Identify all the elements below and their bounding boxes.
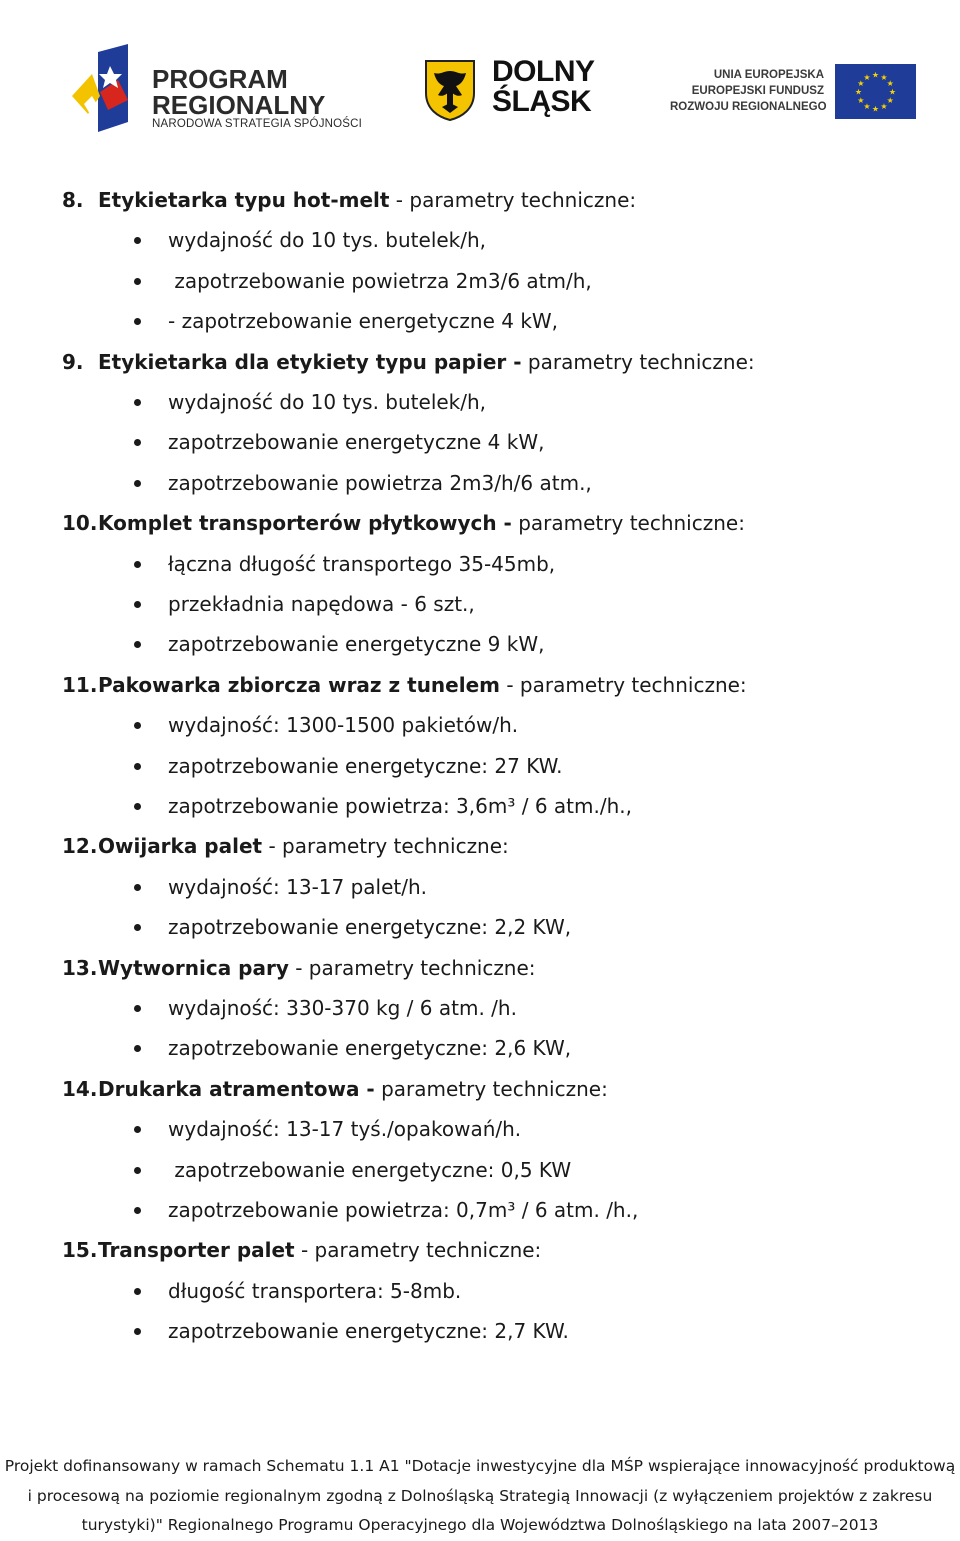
bullet-icon (134, 1167, 141, 1174)
eu-flag-icon (835, 64, 916, 119)
section-number: 13. (62, 955, 98, 980)
eu-logo-text: UNIA EUROPEJSKA EUROPEJSKI FUNDUSZ ROZWOJU REGIONALNEGO (670, 69, 827, 113)
eu-star-icon: ★ (886, 79, 894, 88)
section-heading (98, 1230, 541, 1270)
bullet-icon (134, 722, 141, 729)
section-title: Wytwornica pary (98, 955, 289, 980)
eu-star-icon: ★ (871, 70, 880, 80)
program-regionalny-emblem-icon (70, 44, 150, 139)
section-title: Transporter palet (98, 1238, 295, 1263)
section-number: 9. (62, 349, 84, 374)
list-item: przekładnia napędowa - 6 szt., (168, 592, 475, 616)
bullet-icon (134, 1207, 141, 1214)
eu-star-icon: ★ (863, 102, 871, 112)
page-header (0, 0, 960, 150)
section-number: 15. (62, 1238, 98, 1263)
program-regionalny-title: PROGRAM REGIONALNY (152, 64, 326, 120)
section-heading (98, 342, 755, 382)
list-item: wydajność: 1300-1500 pakietów/h. (168, 713, 519, 738)
list-item: łączna długość transportego 35-45mb, (168, 551, 556, 576)
list-item: zapotrzebowanie energetyczne: 2,6 KW, (168, 1036, 572, 1061)
bullet-icon (134, 399, 141, 406)
section-title-suffix: parametry techniczne: (374, 1076, 608, 1101)
bullet-icon (134, 763, 141, 770)
list-item: długość transportera: 5-8mb. (168, 1278, 462, 1303)
section-heading (98, 826, 509, 866)
eu-star-icon: ★ (886, 96, 894, 105)
section-title: Etykietarka typu hot-melt (98, 188, 390, 212)
section-title: Pakowarka zbiorcza wraz z tunelem (98, 672, 500, 697)
list-item: wydajność: 13-17 palet/h. (168, 874, 428, 899)
eu-star-icon: ★ (857, 79, 865, 88)
bullet-icon (134, 1288, 141, 1295)
footer-line-1: Projekt dofinansowany w ramach Schematu 1.1 A1 "Dotacje inwestycyjne dla MŚP wspierające innowacyjność produktową (4, 1457, 956, 1475)
footer-line-3: turystyki)" Regionalnego Programu Operacyjnego dla Województwa Dolnośląskiego na lata 2007–2013 (81, 1516, 879, 1534)
list-item: zapotrzebowanie powietrza: 0,7m³ / 6 atm. /h., (168, 1198, 639, 1222)
eu-star-icon: ★ (880, 72, 888, 82)
bullet-icon (134, 1328, 141, 1335)
list-item: - zapotrzebowanie energetyczne 4 kW, (168, 309, 559, 334)
bullet-icon (134, 1045, 141, 1052)
list-item: wydajność: 13-17 tyś./opakowań/h. (168, 1117, 522, 1142)
list-item: zapotrzebowanie energetyczne: 27 KW. (168, 753, 563, 778)
eu-star-icon: ★ (854, 87, 863, 97)
program-regionalny-logo (70, 44, 370, 139)
eu-star-icon: ★ (871, 104, 880, 114)
eu-star-icon: ★ (880, 102, 888, 112)
bullet-icon (134, 318, 141, 325)
eu-star-icon: ★ (863, 72, 871, 82)
bullet-icon (134, 924, 141, 931)
section-title: Owijarka palet (98, 834, 263, 859)
section-heading (98, 948, 536, 988)
section-title-suffix: - parametry techniczne: (262, 834, 509, 859)
bullet-icon (134, 439, 141, 446)
section-title: Komplet transporterów płytkowych - (98, 511, 512, 536)
bullet-icon (134, 641, 141, 648)
list-item: wydajność do 10 tys. butelek/h, (168, 228, 487, 253)
list-item: zapotrzebowanie energetyczne 4 kW, (168, 430, 545, 455)
section-number: 11. (62, 672, 98, 697)
bullet-icon (134, 480, 141, 487)
list-item: zapotrzebowanie energetyczne: 2,2 KW, (168, 915, 572, 940)
section-title: Etykietarka dla etykiety typu papier - (98, 349, 522, 374)
list-item: zapotrzebowanie powietrza 2m3/h/6 atm., (168, 470, 592, 495)
list-item: zapotrzebowanie energetyczne 9 kW, (168, 632, 545, 657)
bullet-icon (134, 1126, 141, 1133)
list-item: zapotrzebowanie powietrza: 3,6m³ / 6 atm./h., (168, 794, 632, 818)
eu-star-icon: ★ (888, 87, 897, 97)
bullet-icon (134, 1005, 141, 1012)
program-regionalny-subtitle: NARODOWA STRATEGIA SPÓJNOŚCI (152, 118, 363, 130)
bullet-icon (134, 803, 141, 810)
section-heading (98, 1069, 608, 1109)
section-number: 8. (62, 188, 84, 212)
section-number: 12. (62, 834, 98, 859)
list-item: zapotrzebowanie energetyczne: 2,7 KW. (168, 1319, 569, 1344)
section-title-suffix: - parametry techniczne: (389, 188, 637, 212)
section-number: 10. (62, 511, 98, 536)
list-item: zapotrzebowanie energetyczne: 0,5 KW (168, 1157, 572, 1182)
section-title-suffix: parametry techniczne: (521, 349, 755, 374)
section-heading (98, 665, 747, 705)
footer-line-2: i procesową na poziomie regionalnym zgodną z Dolnośląską Strategią Innowacji (z wyłączeniem projektów z zakresu (27, 1486, 933, 1505)
list-item: zapotrzebowanie powietrza 2m3/6 atm/h, (168, 268, 592, 293)
section-heading (98, 503, 745, 543)
list-item: wydajność: 330-370 kg / 6 atm. /h. (168, 996, 517, 1020)
eu-logo (670, 62, 920, 120)
section-heading (98, 180, 636, 220)
section-title-suffix: - parametry techniczne: (294, 1238, 542, 1263)
section-title-suffix: - parametry techniczne: (500, 672, 747, 697)
bullet-icon (134, 278, 141, 285)
section-number: 14. (62, 1076, 98, 1101)
dolny-slask-logo (424, 55, 614, 125)
section-title: Drukarka atramentowa - (98, 1076, 375, 1101)
eu-star-icon: ★ (857, 96, 865, 105)
dolny-slask-title: DOLNY ŚLĄSK (492, 55, 595, 118)
list-item: wydajność do 10 tys. butelek/h, (168, 390, 487, 414)
page-footer (0, 1452, 960, 1541)
bullet-icon (134, 601, 141, 608)
section-title-suffix: - parametry techniczne: (288, 955, 536, 980)
bullet-icon (134, 884, 141, 891)
eu-stars-icon (835, 64, 916, 119)
section-title-suffix: parametry techniczne: (511, 511, 745, 536)
bullet-icon (134, 561, 141, 568)
bullet-icon (134, 237, 141, 244)
eagle-shield-icon (424, 59, 476, 121)
